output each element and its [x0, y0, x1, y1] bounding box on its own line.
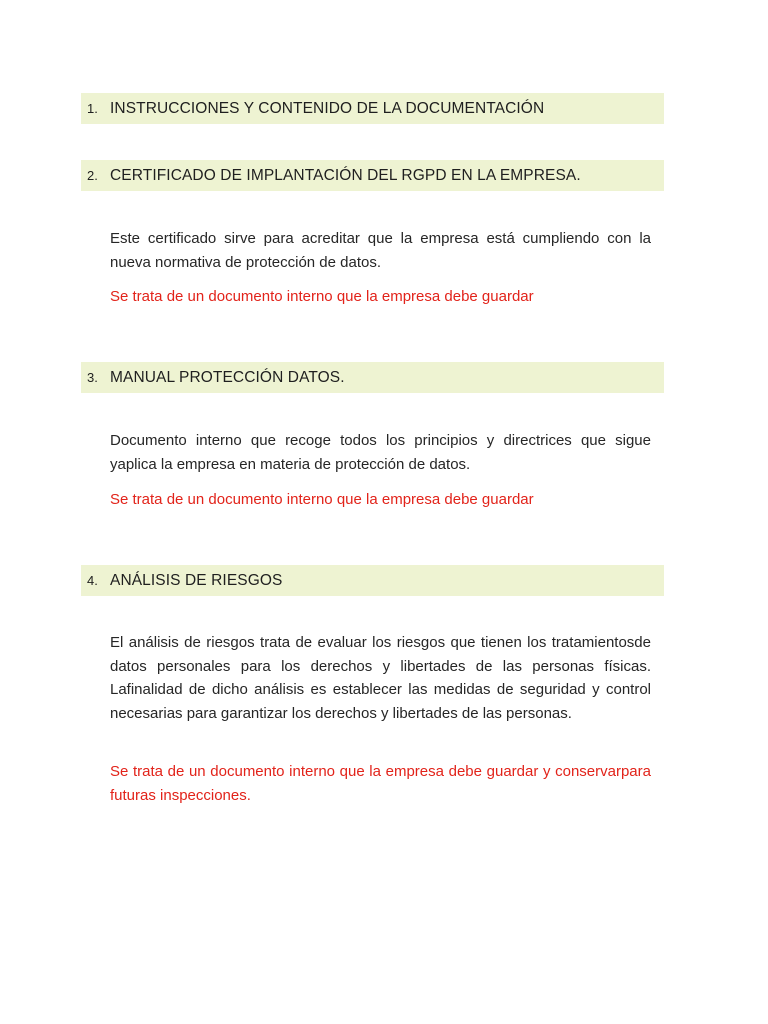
- section-3-number: 3.: [87, 370, 98, 385]
- section-4-body: El análisis de riesgos trata de evaluar los riesgos que tienen los tratamientosde datos personales para los derechos y libertades de las personas físicas. Lafinalidad de dicho análisis es establecer las medidas de seguridad y control necesarias para garantizar los derechos y libertades de las personas.: [110, 634, 651, 722]
- section-3-body: Documento interno que recoge todos los principios y directrices que sigue yaplica la empresa en materia de protección de datos.: [110, 432, 651, 473]
- section-2-heading: [81, 160, 664, 191]
- section-3-note: Se trata de un documento interno que la empresa debe guardar: [110, 491, 534, 508]
- section-2-note: Se trata de un documento interno que la empresa debe guardar: [110, 288, 534, 305]
- section-2-title: CERTIFICADO DE IMPLANTACIÓN DEL RGPD EN LA EMPRESA.: [110, 166, 581, 184]
- section-4-note: Se trata de un documento interno que la empresa debe guardar y conservarpara futuras inspecciones.: [110, 763, 651, 804]
- section-1-number: 1.: [87, 101, 98, 116]
- section-1-heading: [81, 93, 664, 124]
- section-4-number: 4.: [87, 573, 98, 588]
- section-3-heading: [81, 362, 664, 393]
- section-3-title: MANUAL PROTECCIÓN DATOS.: [110, 368, 345, 386]
- section-4-title: ANÁLISIS DE RIESGOS: [110, 571, 283, 589]
- section-2-body: Este certificado sirve para acreditar que la empresa está cumpliendo con la nueva normativa de protección de datos.: [110, 230, 651, 271]
- section-2-number: 2.: [87, 168, 98, 183]
- section-4-heading: [81, 565, 664, 596]
- section-1-title: INSTRUCCIONES Y CONTENIDO DE LA DOCUMENTACIÓN: [110, 99, 545, 117]
